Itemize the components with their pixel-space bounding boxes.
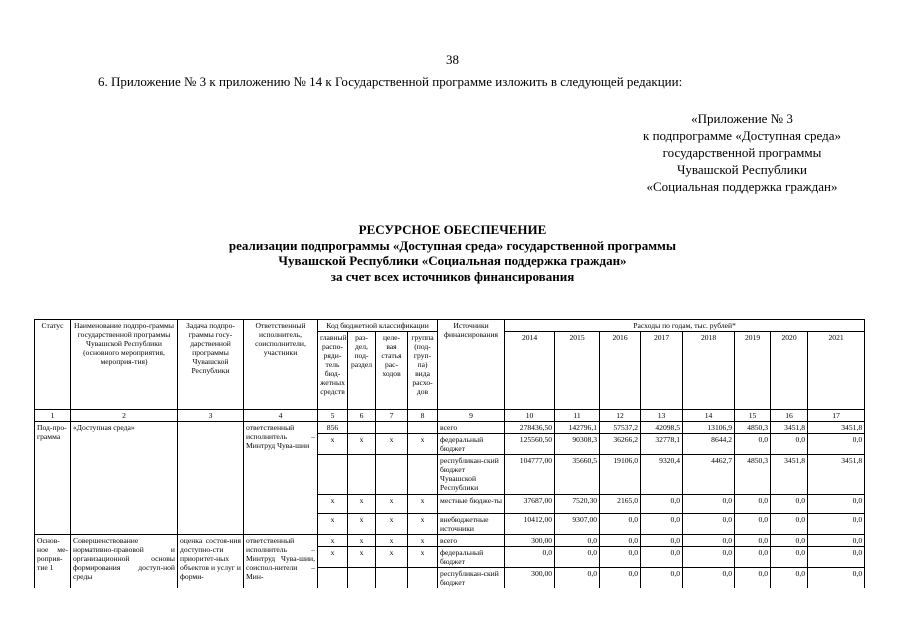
expense-value-cell: 0,0 (735, 547, 771, 568)
budget-code-cell (318, 455, 348, 495)
funding-source-cell: республикан-ский бюджет Чувашской Республики (438, 455, 505, 495)
expense-value-cell: 0,0 (555, 535, 600, 547)
expense-value-cell: 0,0 (771, 434, 808, 455)
budget-code-cell (408, 455, 438, 495)
budget-code-cell (408, 568, 438, 589)
column-number: 15 (735, 410, 771, 422)
column-number: 16 (771, 410, 808, 422)
column-number: 3 (178, 410, 244, 422)
funding-source-cell: федеральный бюджет (438, 434, 505, 455)
expense-value-cell: 0,0 (683, 535, 735, 547)
budget-code-cell (318, 568, 348, 589)
expense-value-cell: 125560,50 (505, 434, 555, 455)
appendix-line: «Социальная поддержка граждан» (646, 179, 838, 194)
header-year: 2014 (505, 332, 555, 410)
header-task: Задача подпро-граммы госу-дарственной программы Чувашской Республики (178, 320, 244, 410)
budget-code-cell: x (318, 547, 348, 568)
title-line: Чувашской Республики «Социальная поддержка граждан» (278, 253, 627, 268)
funding-source-cell: всего (438, 535, 505, 547)
expense-value-cell: 0,0 (641, 535, 683, 547)
funding-source-cell: всего (438, 422, 505, 434)
expense-value-cell: 300,00 (505, 568, 555, 589)
expense-value-cell: 0,0 (771, 568, 808, 589)
expense-value-cell: 0,0 (600, 547, 641, 568)
expense-value-cell: 0,0 (641, 514, 683, 535)
expense-value-cell: 3451,8 (771, 455, 808, 495)
header-name: Наименование подпро-граммы государственной программы Чувашской Республики (основного мероприятия, мероприя-тия) (71, 320, 178, 410)
expense-value-cell: 3451,8 (808, 455, 865, 495)
expense-value-cell: 0,0 (683, 514, 735, 535)
column-number: 7 (376, 410, 408, 422)
expense-value-cell: 0,0 (641, 495, 683, 514)
row-task (178, 422, 244, 535)
page-number: 38 (446, 52, 459, 67)
funding-source-cell: местные бюдже-ты (438, 495, 505, 514)
header-expenses: Расходы по годам, тыс. рублей* (505, 320, 865, 332)
budget-code-cell: x (408, 514, 438, 535)
budget-code-cell: 856 (318, 422, 348, 434)
table-row (35, 422, 865, 434)
budget-code-cell (348, 568, 376, 589)
expense-value-cell: 0,0 (771, 495, 808, 514)
expense-value-cell: 0,0 (735, 434, 771, 455)
row-status: Под-про-грамма (35, 422, 71, 535)
header-year: 2016 (600, 332, 641, 410)
expense-value-cell: 0,0 (771, 547, 808, 568)
expense-value-cell: 278436,50 (505, 422, 555, 434)
expense-value-cell: 104777,00 (505, 455, 555, 495)
budget-code-cell (348, 455, 376, 495)
expense-value-cell: 0,0 (808, 495, 865, 514)
expense-value-cell: 0,0 (735, 568, 771, 589)
header-budget-code: Код бюджетной классификации (318, 320, 438, 332)
expense-value-cell: 8644,2 (683, 434, 735, 455)
header-code-col: целе-вая статья рас-ходов (376, 332, 408, 410)
header-executor: Ответственный исполнитель, соисполнители, участники (244, 320, 318, 410)
header-year: 2015 (555, 332, 600, 410)
row-name: «Доступная среда» (71, 422, 178, 535)
column-number: 6 (348, 410, 376, 422)
resource-table (34, 319, 865, 588)
expense-value-cell: 36266,2 (600, 434, 641, 455)
column-number: 9 (438, 410, 505, 422)
budget-code-cell: x (376, 495, 408, 514)
funding-source-cell: федеральный бюджет (438, 547, 505, 568)
expense-value-cell: 90308,3 (555, 434, 600, 455)
budget-code-cell: x (318, 434, 348, 455)
title-line: за счет всех источников финансирования (330, 268, 575, 284)
expense-value-cell: 0,0 (771, 535, 808, 547)
appendix-heading (612, 110, 872, 195)
column-number: 13 (641, 410, 683, 422)
expense-value-cell: 0,0 (808, 535, 865, 547)
row-executor: ответственный исполнитель – Минтруд Чува-шии (244, 422, 318, 535)
budget-code-cell: x (408, 535, 438, 547)
budget-code-cell (376, 455, 408, 495)
expense-value-cell: 7520,30 (555, 495, 600, 514)
expense-value-cell: 0,0 (808, 434, 865, 455)
header-year: 2021 (808, 332, 865, 410)
budget-code-cell: x (348, 514, 376, 535)
row-task: оценка состоя-ния доступно-сти приоритет-ных объектов и услуг и форми- (178, 535, 244, 589)
expense-value-cell: 0,0 (600, 514, 641, 535)
expense-value-cell: 19106,0 (600, 455, 641, 495)
budget-code-cell (376, 568, 408, 589)
expense-value-cell: 13106,9 (683, 422, 735, 434)
header-year: 2020 (771, 332, 808, 410)
header-source: Источники финансирования (438, 320, 505, 410)
budget-code-cell: x (318, 495, 348, 514)
document-title (0, 222, 905, 284)
expense-value-cell: 37687,00 (505, 495, 555, 514)
expense-value-cell: 0,0 (771, 514, 808, 535)
appendix-line: государственной программы (662, 145, 822, 160)
expense-value-cell: 10412,00 (505, 514, 555, 535)
expense-value-cell: 4462,7 (683, 455, 735, 495)
expense-value-cell: 0,0 (808, 514, 865, 535)
row-executor: ответственный исполнитель – Минтруд Чува-шии, соиспол-нители – Мин- (244, 535, 318, 589)
appendix-line: «Приложение № 3 (691, 111, 793, 126)
expense-value-cell: 0,0 (600, 568, 641, 589)
column-number: 10 (505, 410, 555, 422)
column-number: 8 (408, 410, 438, 422)
budget-code-cell: x (376, 535, 408, 547)
column-number: 11 (555, 410, 600, 422)
column-number: 4 (244, 410, 318, 422)
budget-code-cell: x (408, 495, 438, 514)
row-name: Совершенствование нормативно-правовой и организационной основы формирования доступ-ной среды (71, 535, 178, 589)
budget-code-cell (408, 422, 438, 434)
budget-code-cell: x (318, 535, 348, 547)
column-number: 1 (35, 410, 71, 422)
header-year: 2018 (683, 332, 735, 410)
header-code-col: группа (под-груп-па) вида расхо-дов (408, 332, 438, 410)
expense-value-cell: 0,0 (808, 568, 865, 589)
expense-value-cell: 9320,4 (641, 455, 683, 495)
expense-value-cell: 0,0 (683, 547, 735, 568)
expense-value-cell: 0,0 (555, 568, 600, 589)
column-number: 2 (71, 410, 178, 422)
expense-value-cell: 3451,8 (771, 422, 808, 434)
column-number: 5 (318, 410, 348, 422)
budget-code-cell: x (318, 514, 348, 535)
title-line: реализации подпрограммы «Доступная среда» государственной программы (228, 237, 677, 253)
row-status: Основ-ное ме-роприя-тие 1 (35, 535, 71, 589)
expense-value-cell: 32778,1 (641, 434, 683, 455)
budget-code-cell: x (408, 547, 438, 568)
budget-code-cell (348, 422, 376, 434)
header-status: Статус (35, 320, 71, 410)
budget-code-cell: x (376, 547, 408, 568)
funding-source-cell: республикан-ский бюджет (438, 568, 505, 589)
appendix-line: к подпрограмме «Доступная среда» (643, 128, 841, 143)
budget-code-cell: x (408, 434, 438, 455)
expense-value-cell: 0,0 (735, 535, 771, 547)
budget-code-cell: x (376, 434, 408, 455)
header-row (35, 320, 865, 332)
expense-value-cell: 0,0 (683, 495, 735, 514)
expense-value-cell: 0,0 (735, 495, 771, 514)
appendix-line: Чувашской Республики (676, 162, 808, 177)
budget-code-cell (376, 422, 408, 434)
column-number-row (35, 410, 865, 422)
header-year: 2019 (735, 332, 771, 410)
budget-code-cell: x (376, 514, 408, 535)
expense-value-cell: 300,00 (505, 535, 555, 547)
column-number: 17 (808, 410, 865, 422)
header-code-col: раз-дел, под-раздел (348, 332, 376, 410)
expense-value-cell: 0,0 (641, 568, 683, 589)
expense-value-cell: 2165,0 (600, 495, 641, 514)
expense-value-cell: 0,0 (683, 568, 735, 589)
expense-value-cell: 4850,3 (735, 455, 771, 495)
expense-value-cell: 42098,5 (641, 422, 683, 434)
header-year: 2017 (641, 332, 683, 410)
expense-value-cell: 3451,8 (808, 422, 865, 434)
expense-value-cell: 0,0 (641, 547, 683, 568)
expense-value-cell: 9307,00 (555, 514, 600, 535)
expense-value-cell: 0,0 (505, 547, 555, 568)
header-code-col: главный распо-ряди-тель бюд-жетных средств (318, 332, 348, 410)
budget-code-cell: x (348, 535, 376, 547)
expense-value-cell: 4850,3 (735, 422, 771, 434)
budget-code-cell: x (348, 547, 376, 568)
budget-code-cell: x (348, 434, 376, 455)
expense-value-cell: 0,0 (735, 514, 771, 535)
column-number: 14 (683, 410, 735, 422)
expense-value-cell: 57537,2 (600, 422, 641, 434)
expense-value-cell: 0,0 (555, 547, 600, 568)
column-number: 12 (600, 410, 641, 422)
intro-text: 6. Приложение № 3 к приложению № 14 к Государственной программе изложить в следующей редакции: (98, 74, 683, 89)
expense-value-cell: 0,0 (808, 547, 865, 568)
expense-value-cell: 0,0 (600, 535, 641, 547)
expense-value-cell: 35660,5 (555, 455, 600, 495)
expense-value-cell: 142796,1 (555, 422, 600, 434)
funding-source-cell: внебюджетные источники (438, 514, 505, 535)
title-line: РЕСУРСНОЕ ОБЕСПЕЧЕНИЕ (358, 222, 547, 237)
budget-code-cell: x (348, 495, 376, 514)
table-row (35, 535, 865, 547)
